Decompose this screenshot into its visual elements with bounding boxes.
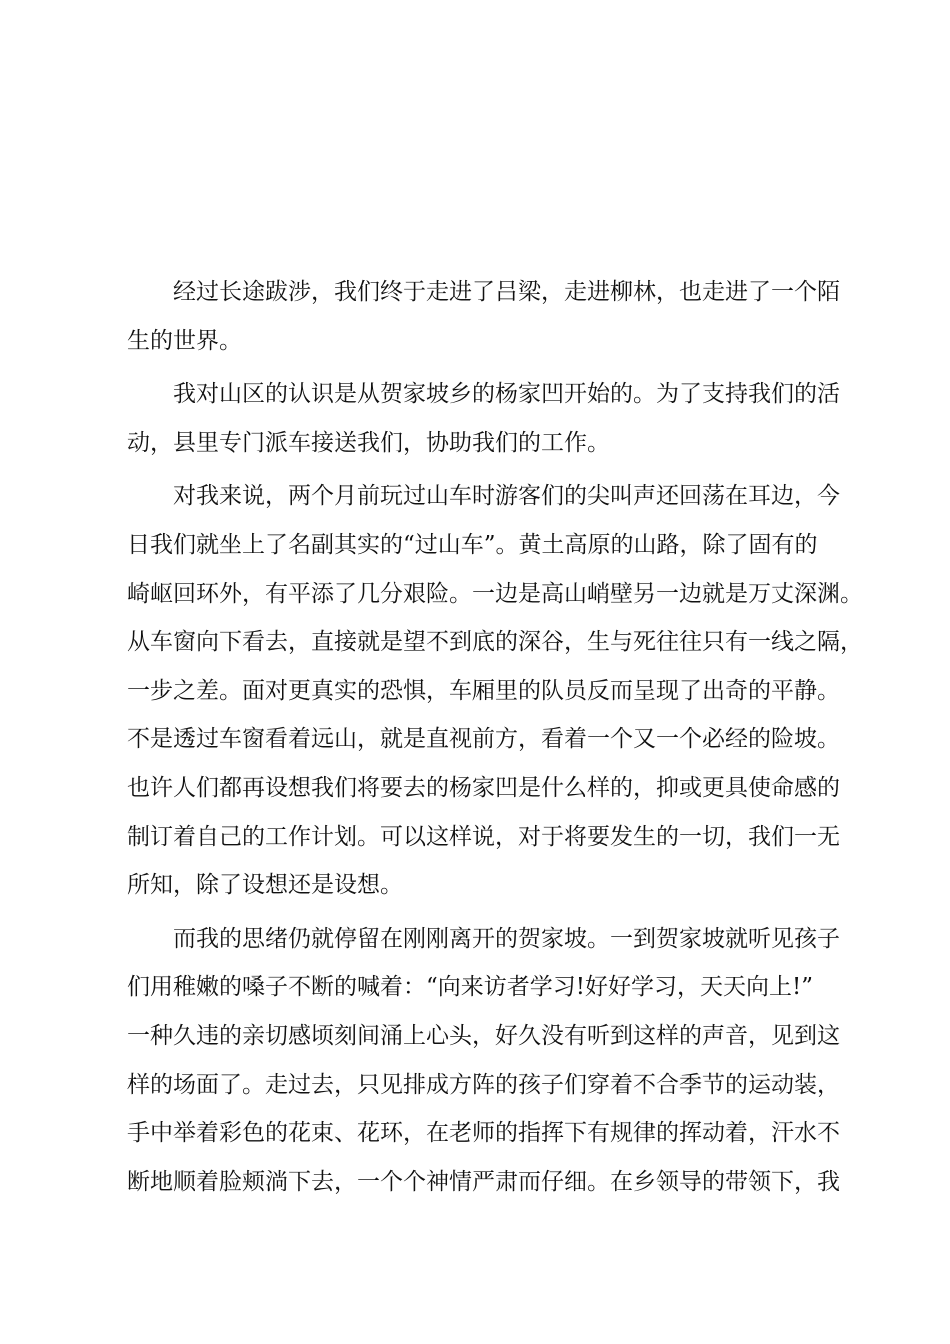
text-line: 断地顺着脸颊淌下去，一个个神情严肃而仔细。在乡领导的带领下，我 — [127, 1168, 840, 1195]
text-line: 经过长途跋涉，我们终于走进了吕梁，走进柳林，也走进了一个陌 — [173, 279, 840, 305]
paragraph-4 — [127, 915, 847, 1207]
text-line: 动，县里专门派车接送我们，协助我们的工作。 — [127, 429, 610, 456]
text-line: 从车窗向下看去，直接就是望不到底的深谷，生与死往往只有一线之隔， — [127, 629, 863, 656]
text-line: 一步之差。面对更真实的恐惧，车厢里的队员反而呈现了出奇的平静。 — [127, 677, 840, 704]
text-line: 也许人们都再设想我们将要去的杨家凹是什么样的，抑或更具使命感的 — [127, 774, 840, 801]
text-line: 日我们就坐上了名副其实的“过山车”。黄土高原的山路，除了固有的 — [127, 531, 818, 558]
text-line: 崎岖回环外，有平添了几分艰险。一边是高山峭壁另一边就是万丈深渊。 — [127, 580, 863, 607]
text-line: 所知，除了设想还是设想。 — [127, 872, 403, 899]
text-line: 手中举着彩色的花束、花环，在老师的指挥下有规律的挥动着，汗水不 — [127, 1120, 840, 1147]
text-line: 一种久违的亲切感顷刻间涌上心头，好久没有听到这样的声音，见到这 — [127, 1022, 840, 1049]
text-line: 生的世界。 — [127, 327, 242, 354]
text-line: 而我的思绪仍就停留在刚刚离开的贺家坡。一到贺家坡就听见孩子 — [173, 925, 840, 952]
text-line: 不是透过车窗看着远山，就是直视前方，看着一个又一个必经的险坡。 — [127, 726, 840, 753]
text-line: 样的场面了。走过去，只见排成方阵的孩子们穿着不合季节的运动装， — [127, 1071, 840, 1098]
text-line: 制订着自己的工作计划。可以这样说，对于将要发生的一切，我们一无 — [127, 823, 840, 850]
text-line: 们用稚嫩的嗓子不断的喊着：“向来访者学习!好好学习，天天向上!” — [127, 974, 814, 1001]
paragraph-3 — [127, 472, 863, 909]
text-line: 对我来说，两个月前玩过山车时游客们的尖叫声还回荡在耳边，今 — [173, 483, 840, 510]
text-line: 我对山区的认识是从贺家坡乡的杨家凹开始的。为了支持我们的活 — [173, 381, 840, 408]
body-text — [127, 268, 863, 1206]
paragraph-2 — [127, 370, 847, 467]
paragraph-1 — [127, 268, 847, 365]
